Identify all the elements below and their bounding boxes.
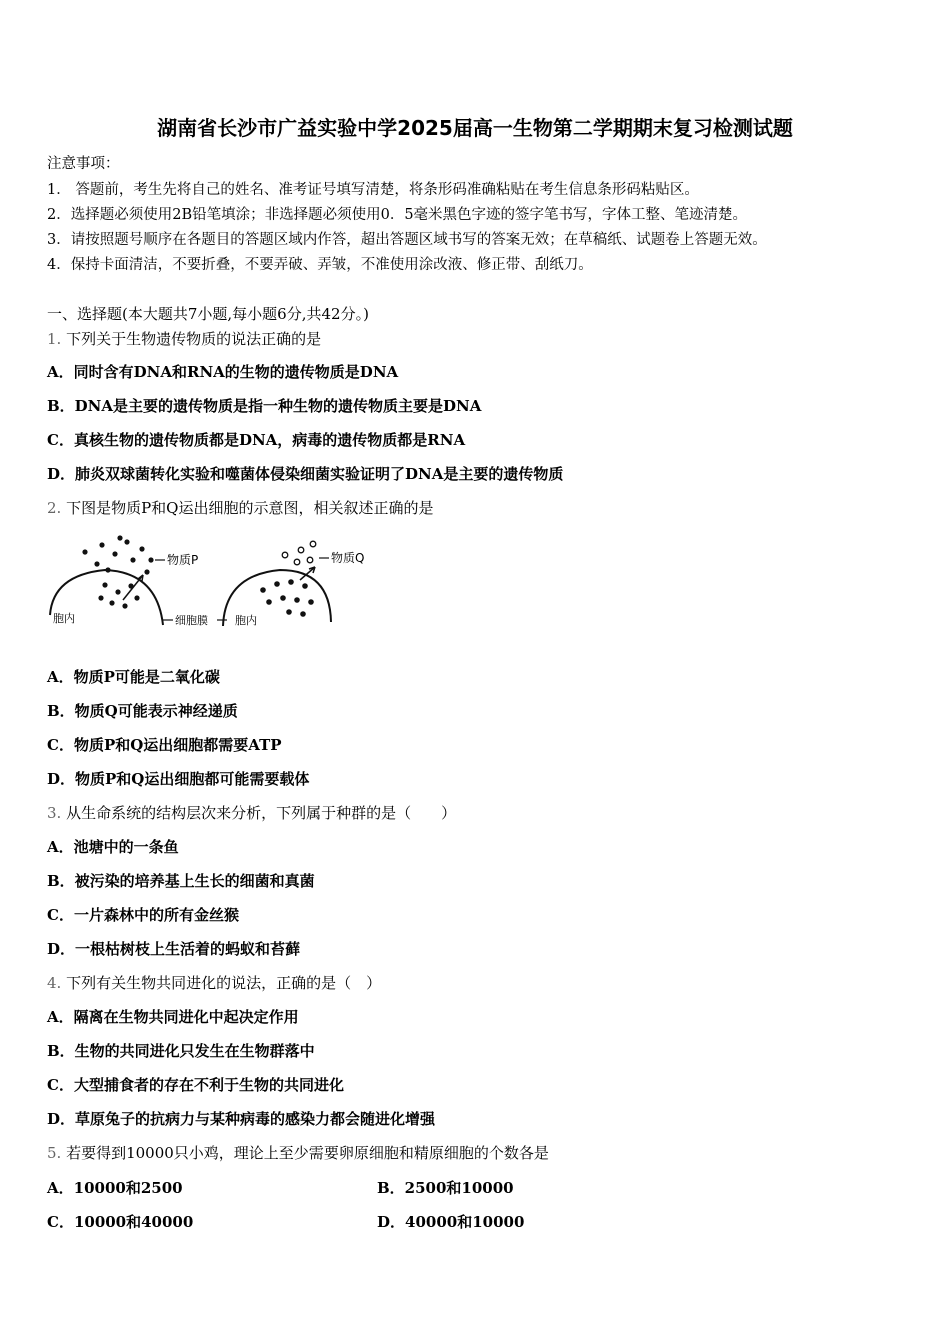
option-d: D．草原兔子的抗病力与某种病毒的感染力都会随进化增强 (47, 1110, 436, 1128)
question-text: 下列关于生物遗传物质的说法正确的是 (66, 330, 322, 348)
question-number: 2. (47, 499, 62, 517)
question-text: 下列有关生物共同进化的说法，正确的是（ ） (66, 974, 382, 992)
option-b: B．DNA是主要的遗传物质是指一种生物的遗传物质主要是DNA (47, 397, 482, 415)
notice-item: 2．选择题必须使用2B铅笔填涂；非选择题必须使用0．5毫米黑色字迹的签字笔书写，字体工整、笔迹清楚。 (47, 207, 748, 223)
page-title: 湖南省长沙市广益实验中学2025届高一生物第二学期期末复习检测试题 (157, 116, 793, 140)
option-c: C．一片森林中的所有金丝猴 (47, 906, 239, 924)
question-number: 3. (47, 804, 62, 822)
option-d: D．肺炎双球菌转化实验和噬菌体侵染细菌实验证明了DNA是主要的遗传物质 (47, 465, 564, 483)
option-d: D．40000和10000 (377, 1213, 525, 1231)
notice-item: 4．保持卡面清洁，不要折叠，不要弄破、弄皱，不准使用涂改液、修正带、刮纸刀。 (47, 257, 593, 273)
notice-item: 3．请按照题号顺序在各题目的答题区域内作答，超出答题区域书写的答案无效；在草稿纸、试题卷上答题无效。 (47, 232, 767, 248)
option-b: B．2500和10000 (377, 1179, 514, 1197)
label-inside-left: 胞内 (53, 612, 75, 625)
label-membrane: 细胞膜 (175, 614, 208, 627)
option-a: A．物质P可能是二氧化碳 (47, 668, 220, 686)
option-a: A．10000和2500 (47, 1179, 183, 1197)
question-text: 从生命系统的结构层次来分析，下列属于种群的是（ ） (66, 804, 457, 822)
question-stem-4 (47, 972, 381, 993)
option-c: C．大型捕食者的存在不利于生物的共同进化 (47, 1076, 344, 1094)
label-substance-p: 物质P (167, 553, 199, 567)
option-a: A．同时含有DNA和RNA的生物的遗传物质是DNA (47, 363, 399, 381)
option-b: B．被污染的培养基上生长的细菌和真菌 (47, 872, 315, 890)
notice-heading: 注意事项： (47, 156, 120, 172)
transport-figure (45, 530, 375, 640)
question-text: 下图是物质P和Q运出细胞的示意图，相关叙述正确的是 (66, 499, 434, 517)
option-c: C．物质P和Q运出细胞都需要ATP (47, 736, 282, 754)
label-substance-q: 物质Q (331, 551, 365, 565)
option-d: D．一根枯树枝上生活着的蚂蚁和苔藓 (47, 940, 301, 958)
option-a: A．池塘中的一条鱼 (47, 838, 179, 856)
question-stem-5 (47, 1142, 549, 1163)
question-number: 4. (47, 974, 62, 992)
question-stem-1 (47, 328, 321, 349)
question-stem-3 (47, 802, 456, 823)
question-number: 5. (47, 1144, 62, 1162)
notice-item: 1． 答题前，考生先将自己的姓名、准考证号填写清楚，将条形码准确粘贴在考生信息条形码粘贴区。 (47, 182, 699, 198)
label-inside-right: 胞内 (235, 614, 257, 627)
option-c: C．10000和40000 (47, 1213, 194, 1231)
question-text: 若要得到10000只小鸡，理论上至少需要卵原细胞和精原细胞的个数各是 (66, 1144, 549, 1162)
option-c: C．真核生物的遗传物质都是DNA，病毒的遗传物质都是RNA (47, 431, 466, 449)
option-b: B．生物的共同进化只发生在生物群落中 (47, 1042, 315, 1060)
question-number: 1. (47, 330, 62, 348)
section-heading: 一、选择题(本大题共7小题,每小题6分,共42分。) (47, 305, 369, 323)
question-stem-2 (47, 497, 434, 518)
option-b: B．物质Q可能表示神经递质 (47, 702, 238, 720)
option-a: A．隔离在生物共同进化中起决定作用 (47, 1008, 299, 1026)
option-d: D．物质P和Q运出细胞都可能需要载体 (47, 770, 310, 788)
